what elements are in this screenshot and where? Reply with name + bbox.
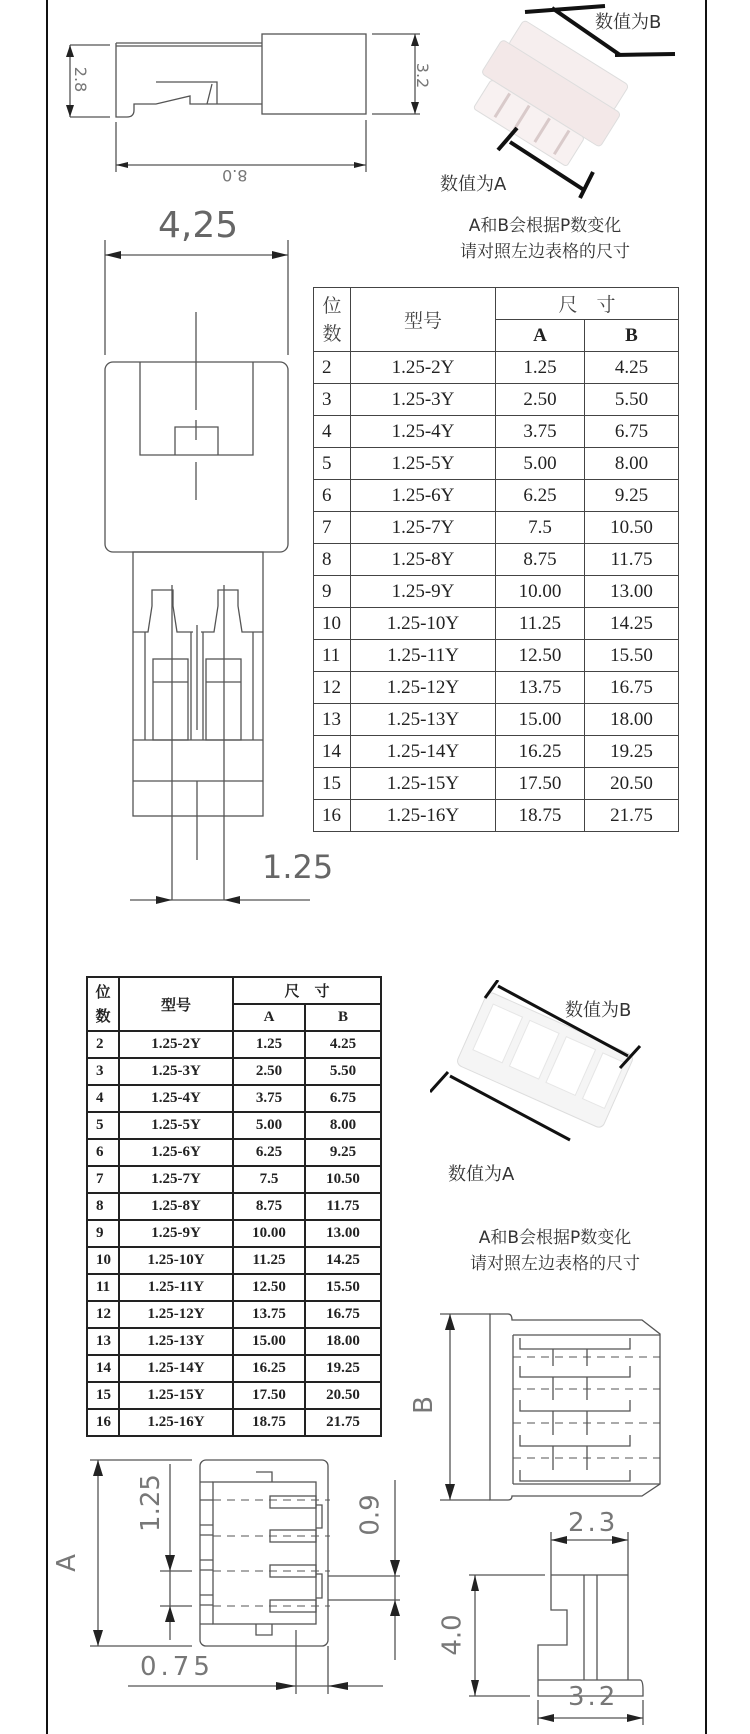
cell-pos: 2	[87, 1031, 119, 1058]
cell-model: 1.25-13Y	[119, 1328, 233, 1355]
table-row	[314, 800, 679, 832]
cell-a: 8.75	[496, 544, 585, 576]
cell-a: 16.25	[496, 736, 585, 768]
cell-model: 1.25-6Y	[351, 480, 496, 512]
cell-model: 1.25-9Y	[119, 1220, 233, 1247]
cell-model: 1.25-5Y	[119, 1112, 233, 1139]
spec-table-top-body	[314, 352, 679, 832]
cell-b: 5.50	[585, 384, 679, 416]
spec-table-bottom-body	[87, 1031, 381, 1436]
cell-b: 18.00	[585, 704, 679, 736]
label-value-b-bottom: 数值为B	[565, 1000, 632, 1021]
header-positions: 位 数	[314, 288, 351, 352]
cell-a: 7.5	[496, 512, 585, 544]
cell-pos: 6	[87, 1139, 119, 1166]
dim-length: 8.0	[222, 166, 248, 185]
cell-a: 5.00	[233, 1112, 305, 1139]
table-row	[87, 1274, 381, 1301]
dim-width: 4,25	[158, 205, 239, 246]
cell-a: 2.50	[233, 1058, 305, 1085]
cell-b: 11.75	[305, 1193, 381, 1220]
cell-a: 7.5	[233, 1166, 305, 1193]
cell-pos: 15	[314, 768, 351, 800]
cell-pos: 12	[87, 1301, 119, 1328]
table-row	[87, 1355, 381, 1382]
cell-pos: 13	[314, 704, 351, 736]
cell-model: 1.25-2Y	[351, 352, 496, 384]
cell-b: 20.50	[585, 768, 679, 800]
dim-height-right: 3.2	[413, 62, 433, 89]
cell-a: 12.50	[233, 1274, 305, 1301]
cell-a: 15.00	[496, 704, 585, 736]
cell-a: 16.25	[233, 1355, 305, 1382]
table-row	[87, 1112, 381, 1139]
table-row	[314, 736, 679, 768]
cell-pos: 15	[87, 1382, 119, 1409]
table-row	[87, 1193, 381, 1220]
cell-pos: 14	[87, 1355, 119, 1382]
cell-b: 9.25	[585, 480, 679, 512]
cell-model: 1.25-7Y	[351, 512, 496, 544]
header-size: 尺 寸	[496, 288, 679, 320]
dim-pitch: 1.25	[262, 848, 334, 886]
cell-model: 1.25-15Y	[119, 1382, 233, 1409]
cell-b: 6.75	[305, 1085, 381, 1112]
cell-pos: 5	[87, 1112, 119, 1139]
cell-pos: 8	[314, 544, 351, 576]
cell-b: 4.25	[585, 352, 679, 384]
cell-model: 1.25-7Y	[119, 1166, 233, 1193]
note-bottom	[430, 1225, 680, 1277]
cell-model: 1.25-2Y	[119, 1031, 233, 1058]
table-row	[87, 1247, 381, 1274]
cell-model: 1.25-3Y	[119, 1058, 233, 1085]
dim-offset: 0.75	[140, 1652, 214, 1682]
dim-width-bottom: 3.2	[568, 1682, 619, 1712]
cell-pos: 7	[314, 512, 351, 544]
spec-table-bottom	[86, 976, 382, 1437]
cell-a: 13.75	[496, 672, 585, 704]
cell-pos: 13	[87, 1328, 119, 1355]
cell-model: 1.25-4Y	[119, 1085, 233, 1112]
table-row	[314, 768, 679, 800]
cell-b: 19.25	[305, 1355, 381, 1382]
cell-b: 19.25	[585, 736, 679, 768]
cell-pos: 7	[87, 1166, 119, 1193]
table-row	[87, 1301, 381, 1328]
cell-a: 12.50	[496, 640, 585, 672]
table-row	[87, 1058, 381, 1085]
header-model: 型号	[119, 977, 233, 1031]
cell-pos: 9	[314, 576, 351, 608]
cell-b: 16.75	[585, 672, 679, 704]
spec-table-top	[313, 287, 679, 832]
cell-pos: 3	[314, 384, 351, 416]
front-view-drawing	[105, 240, 310, 900]
cell-model: 1.25-16Y	[351, 800, 496, 832]
header-size: 尺 寸	[233, 977, 381, 1004]
cell-a: 3.75	[233, 1085, 305, 1112]
cell-a: 6.25	[233, 1139, 305, 1166]
cell-pos: 16	[87, 1409, 119, 1436]
cell-b: 15.50	[305, 1274, 381, 1301]
cell-model: 1.25-14Y	[119, 1355, 233, 1382]
cell-pos: 16	[314, 800, 351, 832]
cell-pos: 14	[314, 736, 351, 768]
cell-model: 1.25-8Y	[351, 544, 496, 576]
cell-b: 8.00	[305, 1112, 381, 1139]
note-bottom-line2: 请对照左边表格的尺寸	[470, 1254, 640, 1274]
table-row	[87, 1382, 381, 1409]
cell-b: 5.50	[305, 1058, 381, 1085]
cell-a: 8.75	[233, 1193, 305, 1220]
dim-height-left: 2.8	[71, 66, 91, 93]
cell-b: 14.25	[305, 1247, 381, 1274]
table-row	[314, 480, 679, 512]
cell-pos: 3	[87, 1058, 119, 1085]
cell-b: 21.75	[585, 800, 679, 832]
cell-model: 1.25-12Y	[119, 1301, 233, 1328]
header-model: 型号	[351, 288, 496, 352]
header-col-b: B	[305, 1004, 381, 1031]
cell-b: 4.25	[305, 1031, 381, 1058]
cell-model: 1.25-5Y	[351, 448, 496, 480]
cell-b: 8.00	[585, 448, 679, 480]
table-row	[314, 576, 679, 608]
cell-model: 1.25-14Y	[351, 736, 496, 768]
dim-width-top: 2.3	[568, 1508, 619, 1538]
cell-pos: 12	[314, 672, 351, 704]
cell-pos: 2	[314, 352, 351, 384]
cell-a: 1.25	[496, 352, 585, 384]
dim-height-side: 4.0	[437, 1614, 468, 1656]
cell-b: 15.50	[585, 640, 679, 672]
cell-b: 14.25	[585, 608, 679, 640]
note-bottom-line1: A和B会根据P数变化	[478, 1228, 632, 1248]
table-row	[87, 1166, 381, 1193]
cell-a: 17.50	[233, 1382, 305, 1409]
cell-b: 13.00	[305, 1220, 381, 1247]
cell-b: 10.50	[585, 512, 679, 544]
cell-b: 21.75	[305, 1409, 381, 1436]
cell-model: 1.25-3Y	[351, 384, 496, 416]
note-top-line1: A和B会根据P数变化	[468, 216, 622, 236]
cell-model: 1.25-10Y	[351, 608, 496, 640]
header-col-a: A	[496, 320, 585, 352]
table-row	[87, 1139, 381, 1166]
cell-b: 20.50	[305, 1382, 381, 1409]
dim-a: A	[51, 1554, 82, 1572]
cell-model: 1.25-10Y	[119, 1247, 233, 1274]
cell-a: 5.00	[496, 448, 585, 480]
cell-pos: 10	[87, 1247, 119, 1274]
cell-pos: 4	[314, 416, 351, 448]
table-row	[314, 544, 679, 576]
dim-pitch-bottom: 1.25	[135, 1474, 166, 1532]
cell-model: 1.25-11Y	[351, 640, 496, 672]
label-value-a-bottom: 数值为A	[448, 1164, 515, 1185]
cell-b: 13.00	[585, 576, 679, 608]
cell-a: 3.75	[496, 416, 585, 448]
cell-pos: 6	[314, 480, 351, 512]
cell-model: 1.25-11Y	[119, 1274, 233, 1301]
table-row	[87, 1085, 381, 1112]
table-row	[314, 448, 679, 480]
cell-pos: 11	[87, 1274, 119, 1301]
table-row	[314, 704, 679, 736]
cell-a: 15.00	[233, 1328, 305, 1355]
cell-pos: 8	[87, 1193, 119, 1220]
cell-a: 10.00	[233, 1220, 305, 1247]
cell-model: 1.25-12Y	[351, 672, 496, 704]
cell-a: 13.75	[233, 1301, 305, 1328]
table-row	[314, 608, 679, 640]
cell-b: 11.75	[585, 544, 679, 576]
cell-a: 18.75	[233, 1409, 305, 1436]
cell-a: 1.25	[233, 1031, 305, 1058]
cell-b: 16.75	[305, 1301, 381, 1328]
cell-model: 1.25-8Y	[119, 1193, 233, 1220]
note-top-line2: 请对照左边表格的尺寸	[460, 242, 630, 262]
side-view-drawing	[70, 34, 420, 172]
header-positions: 位 数	[87, 977, 119, 1031]
cell-model: 1.25-16Y	[119, 1409, 233, 1436]
header-col-b: B	[585, 320, 679, 352]
cell-model: 1.25-9Y	[351, 576, 496, 608]
cell-b: 18.00	[305, 1328, 381, 1355]
dim-gap: 0.9	[355, 1494, 386, 1536]
cell-b: 10.50	[305, 1166, 381, 1193]
cell-model: 1.25-15Y	[351, 768, 496, 800]
cell-pos: 9	[87, 1220, 119, 1247]
cell-a: 17.50	[496, 768, 585, 800]
label-value-a-top: 数值为A	[440, 174, 507, 195]
table-row	[87, 1409, 381, 1436]
housing-top-drawing	[440, 1314, 660, 1500]
cell-b: 6.75	[585, 416, 679, 448]
table-row	[314, 672, 679, 704]
table-row	[87, 1031, 381, 1058]
cell-pos: 4	[87, 1085, 119, 1112]
table-row	[314, 352, 679, 384]
cell-pos: 5	[314, 448, 351, 480]
cell-a: 2.50	[496, 384, 585, 416]
dim-b: B	[408, 1396, 439, 1414]
table-row	[87, 1220, 381, 1247]
table-row	[314, 384, 679, 416]
cell-a: 18.75	[496, 800, 585, 832]
cell-pos: 11	[314, 640, 351, 672]
cell-a: 10.00	[496, 576, 585, 608]
cell-model: 1.25-13Y	[351, 704, 496, 736]
cell-model: 1.25-6Y	[119, 1139, 233, 1166]
table-row	[87, 1328, 381, 1355]
header-col-a: A	[233, 1004, 305, 1031]
note-top	[420, 213, 670, 265]
label-value-b-top: 数值为B	[595, 12, 662, 33]
cell-a: 11.25	[233, 1247, 305, 1274]
table-row	[314, 640, 679, 672]
cell-pos: 10	[314, 608, 351, 640]
table-row	[314, 416, 679, 448]
cell-a: 6.25	[496, 480, 585, 512]
cell-model: 1.25-4Y	[351, 416, 496, 448]
table-row	[314, 512, 679, 544]
cell-b: 9.25	[305, 1139, 381, 1166]
cell-a: 11.25	[496, 608, 585, 640]
